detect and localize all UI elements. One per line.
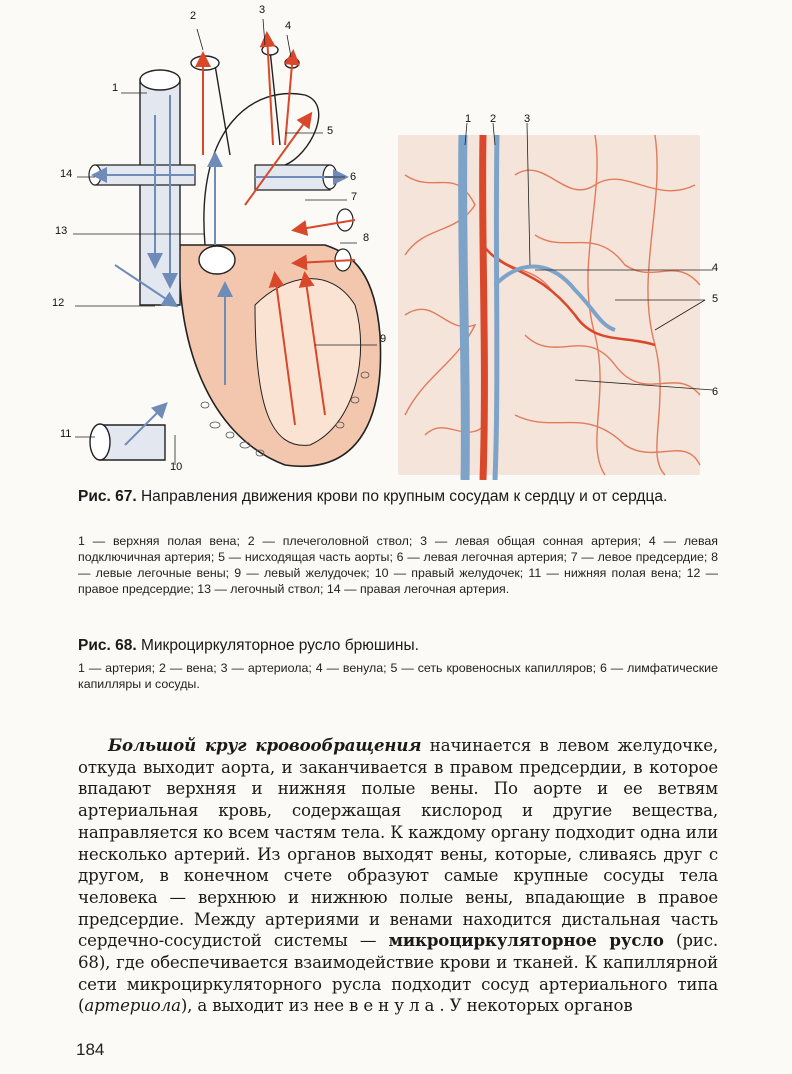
term-venule: венула <box>349 996 440 1016</box>
fig67-caption <box>78 487 718 507</box>
term-arteriole: артериола <box>84 996 181 1016</box>
body-text-part-1: начинается в левом желудочке, откуда выходит аорта, и заканчивается в правом предсердии, в которое впадают верхняя и нижняя полые вены. По аорте и ее ветвям артериальная кровь, содержащая кислород и другие вещества, направляется ко всем частям тела. К каждому органу подходит одна или несколько артерий. Из органов выходят вены, которые, сливаясь друг с другом, в конечном счете образуют самые крупные сосуды тела человека — верхнюю и нижнюю полые вены, впадающие в правое предсердие. Между артериями и венами находится дистальная часть сердечно-сосудистой системы — <box>78 736 718 951</box>
fig67-callout-10: 10 <box>170 461 183 473</box>
fig67-callout-12: 12 <box>52 297 65 309</box>
fig67-callout-2: 2 <box>190 10 197 22</box>
fig68-callout-6: 6 <box>712 386 719 398</box>
fig67-callout-1: 1 <box>112 82 119 94</box>
fig68-callout-1: 1 <box>465 113 472 125</box>
body-text-part-3: ), а выходит из нее <box>180 996 349 1016</box>
fig67-callout-3: 3 <box>259 4 266 16</box>
fig67-callout-7: 7 <box>351 191 358 203</box>
page-number: 184 <box>76 1040 105 1059</box>
fig68-callout-4: 4 <box>712 262 719 274</box>
fig68-label: Рис. 68. <box>78 637 137 654</box>
figure-68-microcirculation <box>395 115 720 480</box>
fig67-callout-11: 11 <box>60 428 72 440</box>
body-text-part-2: (рис. 68), где обеспечивается взаимодействие крови и тканей. К капиллярной сети микроциркуляторного русла подходит сосуд артериального типа ( <box>78 931 718 1016</box>
term-systemic-circulation: Большой круг кровообращения <box>108 735 422 755</box>
fig67-legend: 1 — верхняя полая вена; 2 — плечеголовной ствол; 3 — левая общая сонная артерия; 4 — левая подключичная артерия; 5 — нисходящая часть аорты; 6 — левая легочная артерия; 7 — левое предсердие; 8 — левые легочные вены; 9 — левый желудочек; 10 — правый желудочек; 11 — нижняя полая вена; 12 — правое предсердие; 13 — легочный ствол; 14 — правая легочная артерия. <box>78 534 718 596</box>
bleed-through-text <box>400 6 780 76</box>
fig67-callout-5: 5 <box>327 125 334 137</box>
fig67-caption-text: Направления движения крови по крупным сосудам к сердцу и от сердца. <box>136 488 668 505</box>
fig68-callout-5: 5 <box>712 293 719 305</box>
fig68-callout-3: 3 <box>524 113 531 125</box>
figure-67-heart-diagram <box>55 5 400 485</box>
fig68-legend: 1 — артерия; 2 — вена; 3 — артериола; 4 — венула; 5 — сеть кровеносных капилляров; 6 — лимфатические капилляры и сосуды. <box>78 661 718 691</box>
body-text-part-4: . У некоторых органов <box>439 996 633 1016</box>
fig67-callout-13: 13 <box>55 225 68 237</box>
body-paragraph <box>78 735 718 1017</box>
fig67-callout-8: 8 <box>363 232 370 244</box>
fig68-callout-2: 2 <box>490 113 497 125</box>
fig68-caption <box>78 636 718 656</box>
fig67-label: Рис. 67. <box>78 488 137 505</box>
fig67-callout-9: 9 <box>380 333 387 345</box>
term-microcirculatory-bed: микроциркуляторное русло <box>388 930 664 951</box>
fig67-callout-6: 6 <box>350 171 357 183</box>
fig67-callout-4: 4 <box>285 20 292 32</box>
fig67-callout-14: 14 <box>60 168 73 180</box>
fig68-caption-text: Микроциркуляторное русло брюшины. <box>136 637 419 654</box>
